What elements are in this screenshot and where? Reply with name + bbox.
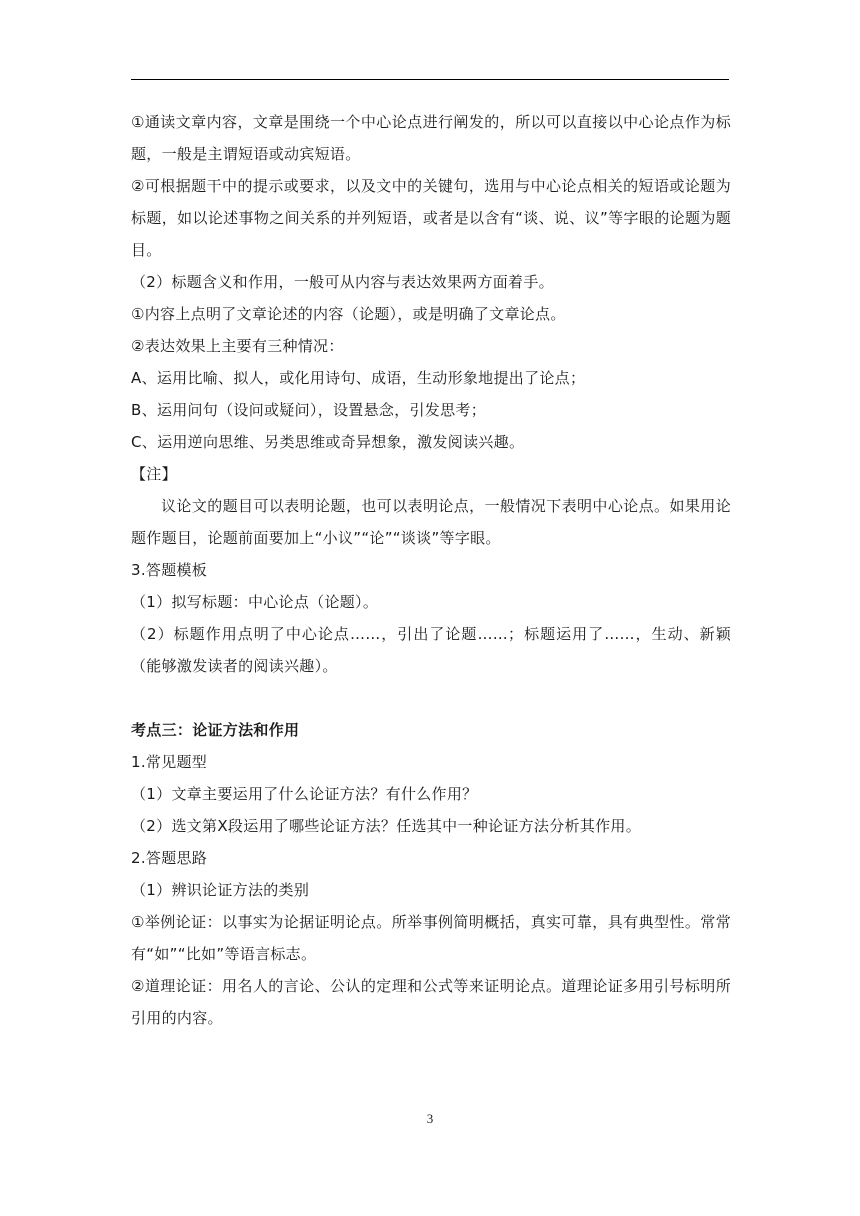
list-item-a: A、运用比喻、拟人，或化用诗句、成语，生动形象地提出了论点；	[131, 369, 586, 387]
list-item-c: C、运用逆向思维、另类思维或奇异想象，激发阅读兴趣。	[131, 433, 525, 451]
paragraph-method-1: ①通读文章内容，文章是围绕一个中心论点进行阐发的，所以可以直接以中心论点作为标题，一般是主谓短语或动宾短语。	[131, 113, 731, 163]
header-rule	[131, 79, 729, 80]
paragraph-expression-effect: ②表达效果上主要有三种情况：	[131, 337, 344, 355]
question-type-1: （1）文章主要运用了什么论证方法？有什么作用？	[131, 785, 478, 803]
paragraph-content-point: ①内容上点明了文章论述的内容（论题），或是明确了文章论点。	[131, 305, 566, 323]
section-heading-kaodian-3: 考点三：论证方法和作用	[131, 721, 300, 739]
example-argument-paragraph: ①举例论证：以事实为论据证明论点。所举事例简明概括，真实可靠，具有典型性。常常有“如”“比如”等语言标志。	[131, 913, 731, 963]
page-number: 3	[426, 1111, 434, 1126]
note-label: 【注】	[131, 465, 177, 483]
section-answer-template: 3.答题模板	[131, 561, 208, 579]
template-item-1: （1）拟写标题：中心论点（论题）。	[131, 593, 379, 611]
list-item-b: B、运用问句（设问或疑问），设置悬念，引发思考；	[131, 401, 486, 419]
document-body	[131, 106, 731, 1034]
subsection-question-types: 1.常见题型	[131, 753, 208, 771]
paragraph-title-meaning: （2）标题含义和作用，一般可从内容与表达效果两方面着手。	[131, 273, 554, 291]
paragraph-method-2: ②可根据题干中的提示或要求，以及文中的关键句，选用与中心论点相关的短语或论题为标题，如以论述事物之间关系的并列短语，或者是以含有“谈、说、议”等字眼的论题为题目。	[131, 177, 731, 259]
question-type-2: （2）选文第X段运用了哪些论证方法？任选其中一种论证方法分析其作用。	[131, 817, 642, 835]
template-item-2: （2）标题作用点明了中心论点……，引出了论题……；标题运用了……，生动、新颖（能够激发读者的阅读兴趣）。	[131, 625, 731, 675]
blank-line	[131, 682, 731, 714]
approach-item-1: （1）辨识论证方法的类别	[131, 881, 310, 899]
note-paragraph: 议论文的题目可以表明论题，也可以表明论点，一般情况下表明中心论点。如果用论题作题目，论题前面要加上“小议”“论”“谈谈”等字眼。	[131, 497, 731, 547]
reasoning-argument-paragraph: ②道理论证：用名人的言论、公认的定理和公式等来证明论点。道理论证多用引号标明所引用的内容。	[131, 977, 731, 1027]
subsection-answer-approach: 2.答题思路	[131, 849, 208, 867]
